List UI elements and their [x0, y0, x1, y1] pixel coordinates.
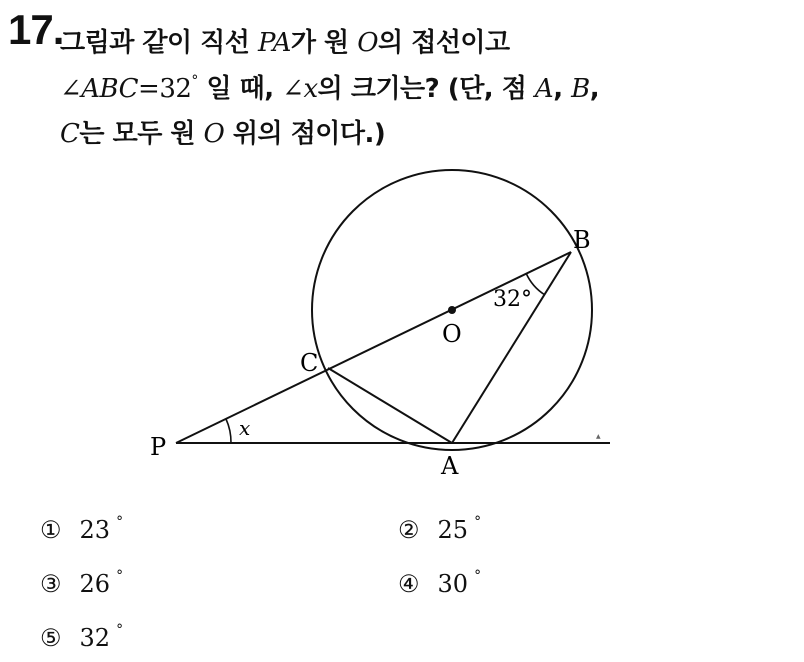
point-a: A — [534, 74, 554, 104]
question-text: 의 접선이고 — [378, 28, 510, 58]
choice-number: ② — [398, 516, 420, 544]
tick-mark: ▲ — [596, 433, 601, 440]
point-b: B — [571, 74, 590, 104]
circle-o: O — [357, 28, 379, 58]
angle-x-arc — [226, 419, 231, 443]
label-b: B — [573, 226, 591, 254]
question-text: 일 때, — [197, 74, 283, 104]
choice-number: ⑤ — [40, 624, 62, 652]
label-c: C — [300, 349, 319, 377]
question-text: 위의 점이다.) — [224, 119, 386, 149]
choice-number: ① — [40, 516, 62, 544]
question-text: 는 모두 원 — [79, 119, 204, 149]
choice-number: ③ — [40, 570, 62, 598]
choice-number: ④ — [398, 570, 420, 598]
label-x: x — [239, 416, 251, 440]
choice-1[interactable] — [40, 514, 123, 544]
point-c: C — [60, 119, 80, 149]
degree-sign: ° — [116, 622, 124, 638]
question-text: 가 원 — [290, 28, 358, 58]
question-number: 17. — [8, 6, 64, 53]
label-a: A — [441, 452, 459, 480]
choice-value: 25 — [437, 516, 469, 544]
choice-4[interactable] — [398, 568, 481, 598]
choice-value: 32 — [79, 624, 111, 652]
choice-value: 30 — [437, 570, 469, 598]
question-text: 그림과 같이 직선 — [60, 28, 258, 58]
degree-sign: ° — [116, 568, 124, 584]
degree-sign: ° — [191, 73, 198, 89]
angle-symbol: ∠ — [282, 74, 304, 104]
degree-sign: ° — [116, 514, 124, 530]
angle-value: =32 — [138, 74, 192, 104]
choice-2[interactable] — [398, 514, 481, 544]
label-o: O — [442, 320, 462, 348]
separator: , — [553, 74, 572, 104]
label-p: P — [150, 433, 167, 461]
angle-abc: ∠ABC — [60, 74, 139, 104]
choice-5[interactable] — [40, 622, 123, 652]
label-angle-32: 32° — [493, 287, 532, 312]
variable-x: x — [303, 74, 318, 104]
chord-ac — [328, 368, 452, 443]
line-pa: PA — [257, 28, 291, 58]
center-point-o — [448, 306, 456, 314]
choice-3[interactable] — [40, 568, 123, 598]
question-text: 의 크기는? (단, 점 — [317, 74, 535, 104]
degree-sign: ° — [474, 514, 482, 530]
choice-value: 23 — [79, 516, 111, 544]
separator: , — [589, 74, 600, 104]
choice-value: 26 — [79, 570, 111, 598]
degree-sign: ° — [474, 568, 482, 584]
circle-o: O — [203, 119, 225, 149]
